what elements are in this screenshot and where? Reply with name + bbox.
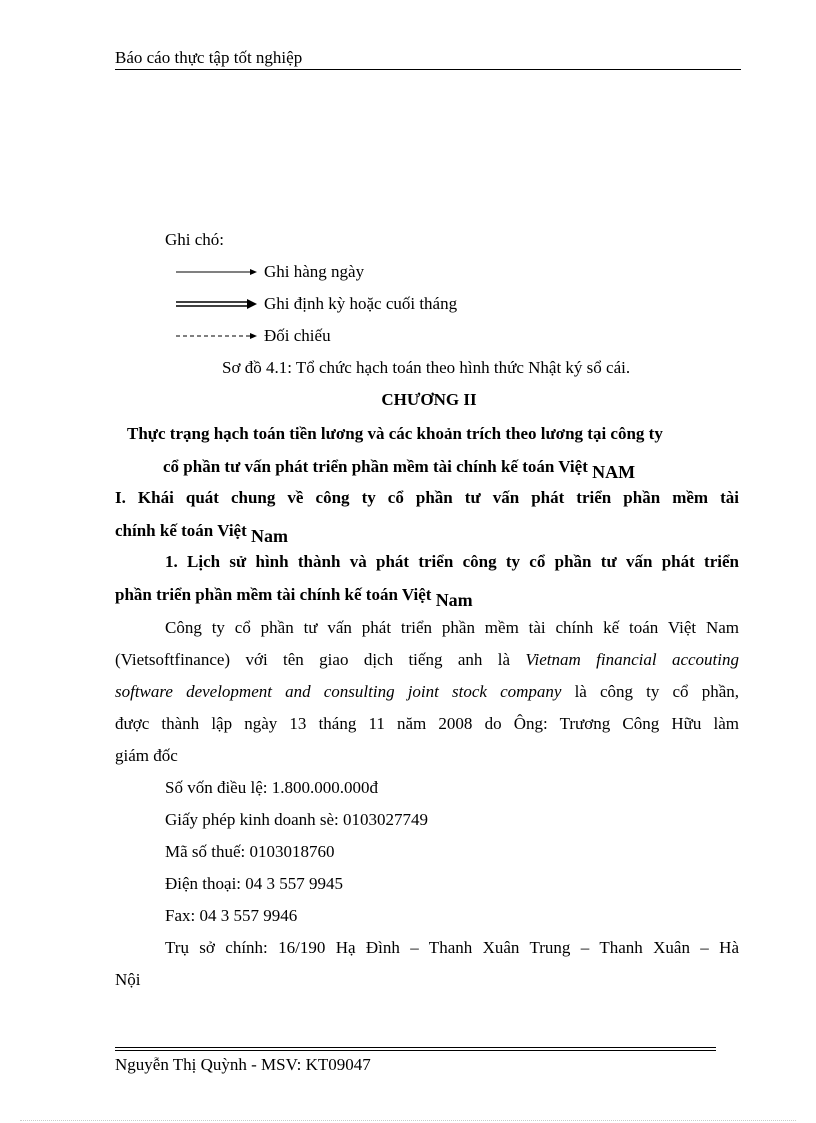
- paragraph-line3: [115, 682, 739, 702]
- chapter-label: CHƯƠNG II: [381, 390, 477, 409]
- legend-item-label: Ghi định kỳ hoặc cuối tháng: [264, 294, 458, 313]
- page-header-title: Báo cáo thực tập tốt nghiệp: [115, 48, 303, 67]
- legend-item-label: Ghi hàng ngày: [264, 262, 365, 281]
- subsection-heading-line1: 1. Lịch sử hình thành và phát triển công ty cổ phần tư vấn phát triển: [165, 552, 739, 571]
- paragraph-text: (Vietsoftfinance) với tên giao dịch tiếng anh là: [115, 650, 511, 669]
- paragraph-italic: Vietnam financial accouting: [525, 650, 739, 669]
- section-heading-tail: Nam: [251, 526, 289, 546]
- chapter-title-tail: NAM: [592, 462, 636, 482]
- dashed-arrow-icon: [176, 330, 258, 342]
- detail-capital: Số vốn điều lệ: 1.800.000.000đ: [165, 778, 378, 797]
- detail-headquarters-line2: Nội: [115, 970, 141, 989]
- footer-rule: [115, 1047, 716, 1048]
- paragraph-line5: giám đốc: [115, 746, 178, 765]
- header-rule: [115, 69, 741, 70]
- legend-item-label: Đối chiếu: [264, 326, 331, 345]
- page-edge-divider: [20, 1120, 796, 1121]
- chapter-title-line1: Thực trạng hạch toán tiền lương và các khoản trích theo lương tại công ty: [127, 424, 663, 443]
- chapter-title-text: cổ phần tư vấn phát triển phần mềm tài chính kế toán Việt: [163, 457, 588, 476]
- detail-license: Giấy phép kinh doanh sè: 0103027749: [165, 810, 428, 829]
- single-arrow-icon: [176, 266, 258, 278]
- detail-fax: Fax: 04 3 557 9946: [165, 906, 298, 925]
- double-arrow-icon: [176, 298, 258, 310]
- chapter-title-line2: [163, 456, 636, 482]
- subsection-heading-tail: Nam: [435, 590, 473, 610]
- detail-phone: Điện thoại: 04 3 557 9945: [165, 874, 344, 893]
- detail-tax-code: Mã số thuế: 0103018760: [165, 842, 335, 861]
- legend-label: Ghi chó:: [165, 230, 225, 249]
- section-heading-line2: [115, 520, 289, 546]
- subsection-heading-line2: [115, 584, 473, 610]
- paragraph-italic: software development and consulting joint stock company: [115, 682, 562, 701]
- paragraph-text: là công ty cổ phần,: [574, 682, 739, 701]
- figure-caption: Sơ đồ 4.1: Tổ chức hạch toán theo hình thức Nhật ký sổ cái.: [222, 358, 631, 377]
- paragraph-line2: [115, 650, 739, 670]
- paragraph-line1: Công ty cổ phần tư vấn phát triển phần mềm tài chính kế toán Việt Nam: [165, 618, 739, 637]
- subsection-heading-text: phần triển phần mềm tài chính kế toán Việt: [115, 585, 432, 604]
- detail-headquarters-line1: Trụ sở chính: 16/190 Hạ Đình – Thanh Xuân Trung – Thanh Xuân – Hà: [165, 938, 739, 957]
- section-heading-text: chính kế toán Việt: [115, 521, 247, 540]
- footer-author: Nguyễn Thị Quỳnh - MSV: KT09047: [115, 1055, 371, 1074]
- footer-rule: [115, 1050, 716, 1051]
- paragraph-line4: được thành lập ngày 13 tháng 11 năm 2008 do Ông: Trương Công Hữu làm: [115, 714, 739, 733]
- section-heading-line1: I. Khái quát chung về công ty cổ phần tư vấn phát triển phần mềm tài: [115, 488, 739, 507]
